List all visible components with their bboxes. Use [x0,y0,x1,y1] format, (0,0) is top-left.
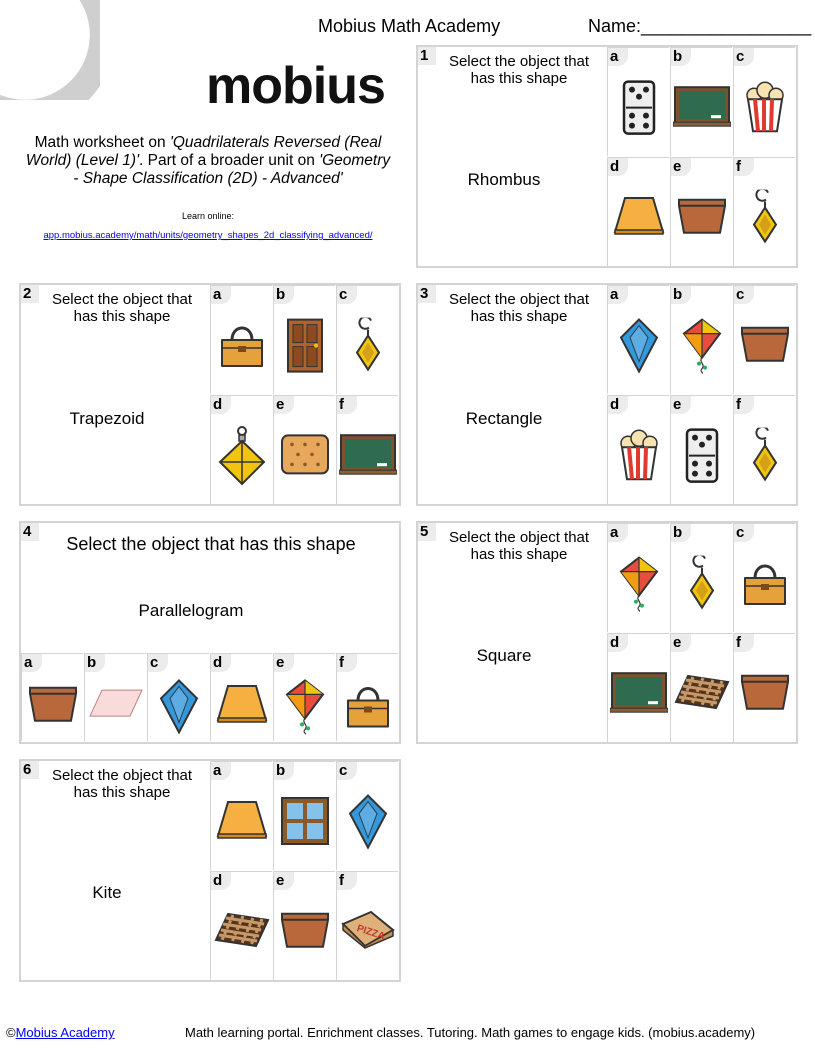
option-label: f [337,654,357,672]
shape-name: Square [476,646,532,665]
answer-option-c[interactable] [147,653,209,741]
answer-option-f[interactable] [336,653,398,741]
answer-option-a[interactable] [21,653,83,741]
shape-name: Trapezoid [69,409,145,428]
option-label: b [671,524,691,542]
answer-option-c[interactable] [336,761,398,870]
option-label: d [608,396,628,414]
answer-option-c[interactable] [733,523,795,632]
question-prompt: Select the object that has this shape [51,291,193,325]
option-label: e [274,872,294,890]
option-label: f [337,396,357,414]
option-label: f [734,634,754,652]
footer-tagline: Math learning portal. Enrichment classes. Tutoring. Math games to engage kids. (mobius.academy) [185,1025,756,1040]
answer-option-d[interactable] [607,395,669,504]
answer-option-f[interactable] [336,395,398,504]
option-label: a [211,286,231,304]
option-label: e [671,396,691,414]
answer-option-c[interactable] [336,285,398,394]
mobius-logo: mobius [206,57,385,115]
worksheet-description: Math worksheet on 'Quadrilaterals Reversed (Real World) (Level 1)'. Part of a broader unit on 'Geometry - Shape Classification (2D) - Advanced' [25,134,391,187]
answer-option-e[interactable] [670,633,732,742]
option-label: b [671,48,691,66]
option-label: a [608,524,628,542]
answer-option-b[interactable] [670,285,732,394]
answer-option-d[interactable] [607,633,669,742]
shape-name: Rectangle [465,409,543,428]
answer-option-b[interactable] [84,653,146,741]
answer-option-c[interactable] [733,47,795,156]
option-label: b [274,762,294,780]
option-label: f [734,158,754,176]
answer-option-a[interactable] [607,285,669,394]
answer-option-e[interactable] [670,157,732,266]
option-label: f [337,872,357,890]
option-label: d [211,396,231,414]
answer-option-a[interactable] [210,761,272,870]
answer-option-e[interactable] [273,871,335,980]
footer-copyright: ©Mobius Academy [6,1025,115,1040]
answer-option-b[interactable] [670,47,732,156]
svg-text:PIZZA: PIZZA [354,923,386,943]
question-number: 4 [21,523,39,541]
question-prompt: Select the object that has this shape [448,53,590,87]
option-label: e [671,158,691,176]
option-label: e [274,396,294,414]
academy-title: Mobius Math Academy [318,16,501,36]
option-label: b [85,654,105,672]
option-label: c [734,524,754,542]
answer-option-f[interactable] [733,395,795,504]
option-label: a [211,762,231,780]
option-label: c [337,762,357,780]
footer-link[interactable]: Mobius Academy [15,1025,115,1040]
answer-option-d[interactable] [210,653,272,741]
answer-option-b[interactable] [670,523,732,632]
option-label: d [211,654,231,672]
question-prompt: Select the object that has this shape [66,534,356,554]
option-label: f [734,396,754,414]
option-label: d [211,872,231,890]
option-label: a [608,48,628,66]
answer-option-e[interactable] [273,653,335,741]
shape-name: Parallelogram [138,601,244,620]
answer-option-e[interactable] [670,395,732,504]
option-label: a [22,654,42,672]
question-number: 1 [418,47,436,65]
answer-option-c[interactable] [733,285,795,394]
question-number: 5 [418,523,436,541]
question-3 [416,283,798,506]
question-prompt: Select the object that has this shape [448,291,590,325]
answer-option-a[interactable] [607,523,669,632]
question-prompt: Select the object that has this shape [51,767,193,801]
decorative-arc [0,0,100,100]
answer-option-d[interactable] [210,395,272,504]
option-label: c [148,654,168,672]
answer-option-a[interactable] [210,285,272,394]
question-6 [19,759,401,982]
question-number: 2 [21,285,39,303]
option-label: a [608,286,628,304]
option-label: c [734,48,754,66]
question-4 [19,521,401,744]
answer-option-f[interactable] [336,871,398,980]
question-prompt: Select the object that has this shape [448,529,590,563]
answer-option-e[interactable] [273,395,335,504]
question-number: 3 [418,285,436,303]
answer-option-f[interactable] [733,633,795,742]
question-number: 6 [21,761,39,779]
option-label: d [608,158,628,176]
option-label: b [274,286,294,304]
answer-option-b[interactable] [273,761,335,870]
name-field: Name:_________________ [588,16,812,36]
option-label: d [608,634,628,652]
option-label: b [671,286,691,304]
question-5 [416,521,798,744]
answer-option-d[interactable] [210,871,272,980]
shape-name: Rhombus [467,170,541,189]
answer-option-d[interactable] [607,157,669,266]
unit-link[interactable]: app.mobius.academy/math/units/geometry_shapes_2d_classifying_advanced/ [43,230,373,241]
answer-option-a[interactable] [607,47,669,156]
option-label: c [734,286,754,304]
answer-option-b[interactable] [273,285,335,394]
option-label: e [274,654,294,672]
answer-option-f[interactable] [733,157,795,266]
learn-online-label: Learn online: [181,211,235,221]
question-2 [19,283,401,506]
question-1 [416,45,798,268]
shape-name: Kite [92,883,122,902]
option-label: c [337,286,357,304]
option-label: e [671,634,691,652]
